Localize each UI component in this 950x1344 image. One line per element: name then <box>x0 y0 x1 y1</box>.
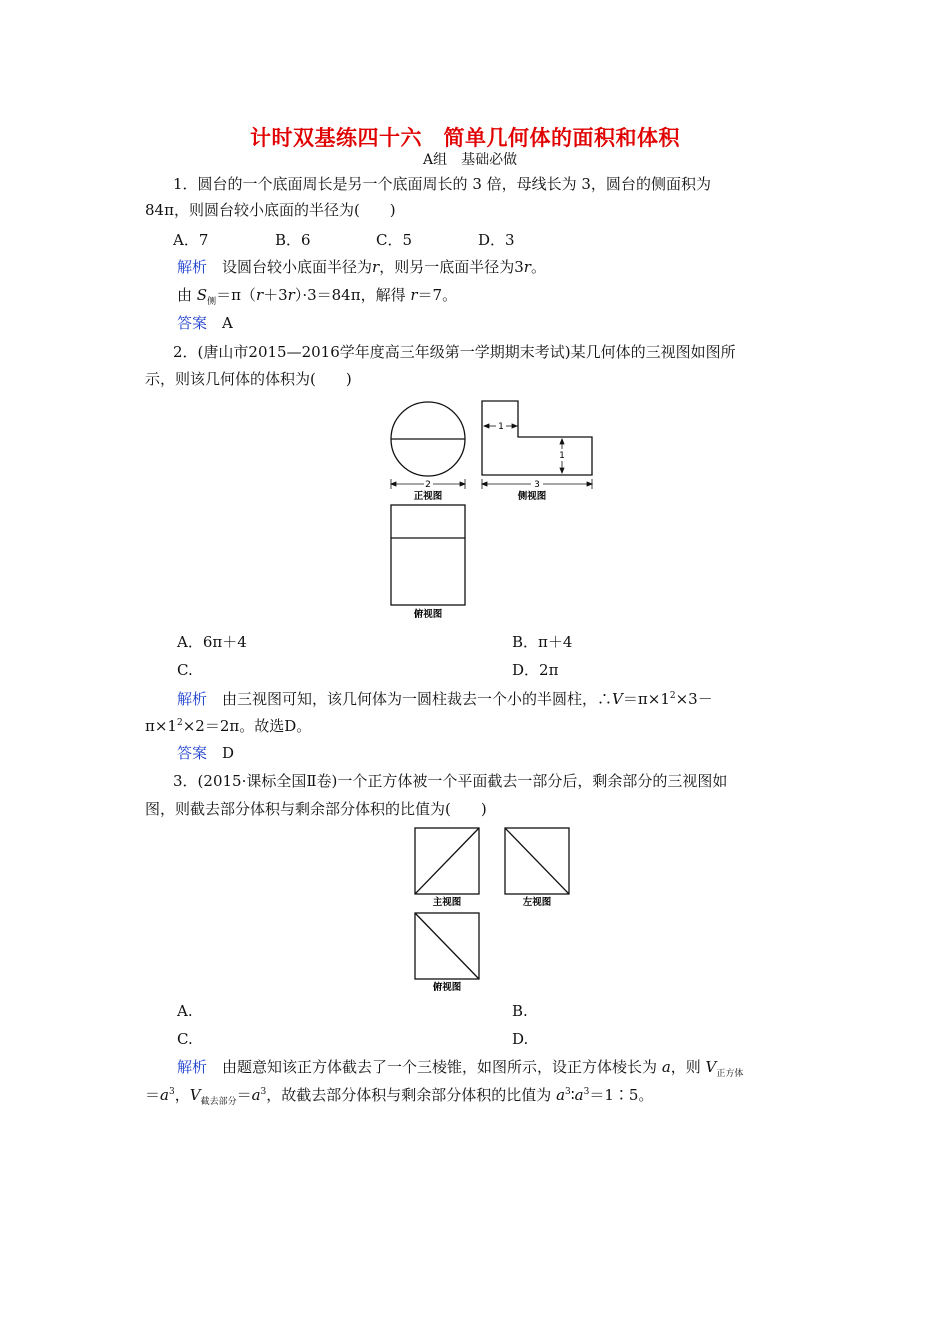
q3-analysis: 解析 由题意知该正方体截去了一个三棱锥，如图所示，设正方体棱长为 a，则 $V_{正方体}$ <box>177 1058 744 1079</box>
q2-option-b: B．π＋4 <box>512 633 573 651</box>
q2-analysis: 解析 由三视图可知，该几何体为一圆柱裁去一个小的半圆柱，$\therefore V=\pi\times 1^2\times 3-$ <box>177 690 713 708</box>
side-height-label: 1 <box>559 451 565 461</box>
q3-option-d: D. <box>512 1030 529 1048</box>
main-view <box>415 828 479 894</box>
front-view-caption: 正视图 <box>413 491 443 502</box>
group-heading: A组 基础必做 <box>423 152 518 168</box>
side-width-label: 3 <box>534 480 540 490</box>
q2-stem-line2: 示，则该几何体的体积为( ) <box>145 370 352 388</box>
q2-three-view-figure <box>380 395 605 625</box>
q2-analysis-line2: $\pi\times 1^2\times 2=2\pi$。故选D。 <box>145 717 312 735</box>
front-width-label: 2 <box>425 480 431 490</box>
q3-option-a: A. <box>177 1002 193 1020</box>
answer-label: 答案 <box>177 744 208 762</box>
left-view <box>505 828 569 894</box>
side-top-label: 1 <box>498 422 504 432</box>
top-view <box>415 913 479 979</box>
q2-option-d: D．2π <box>512 661 559 679</box>
q3-stem-line1: 3．(2015·课标全国Ⅱ卷)一个正方体被一个平面截去一部分后，剩余部分的三视图如 <box>173 772 728 790</box>
q3-option-c: C. <box>177 1030 193 1048</box>
top-view-caption: 俯视图 <box>413 609 443 620</box>
q3-option-b: B. <box>512 1002 528 1020</box>
analysis-label: 解析 <box>177 258 208 276</box>
answer-label: 答案 <box>177 314 208 332</box>
q2-option-c: C. <box>177 661 193 679</box>
q2-option-a: A．6π＋4 <box>177 633 247 651</box>
left-view-caption: 左视图 <box>522 897 552 908</box>
front-view <box>391 402 465 476</box>
q1-option-d: D．3 <box>478 231 515 249</box>
page-title: 计时双基练四十六 简单几何体的面积和体积 <box>250 126 680 150</box>
q1-analysis: 解析 设圆台较小底面半径为r，则另一底面半径为3r。 <box>177 258 546 276</box>
q1-answer: 答案 A <box>177 314 233 332</box>
q2-answer: 答案 D <box>177 744 235 762</box>
side-view <box>482 401 592 475</box>
top-view <box>391 505 465 605</box>
side-view-caption: 侧视图 <box>517 491 547 502</box>
main-view-caption: 主视图 <box>432 897 462 908</box>
top-view-caption: 俯视图 <box>432 982 462 993</box>
q1-option-c: C．5 <box>376 231 413 249</box>
q2-stem-line1: 2．(唐山市2015—2016学年度高三年级第一学期期末考试)某几何体的三视图如图所 <box>173 343 736 361</box>
q1-option-b: B．6 <box>275 231 311 249</box>
q1-option-a: A．7 <box>173 231 209 249</box>
q1-stem-line2: 84π，则圆台较小底面的半径为( ) <box>145 201 396 219</box>
analysis-label: 解析 <box>177 1058 208 1076</box>
q3-three-view-figure <box>405 820 580 995</box>
q1-stem-line1: 1．圆台的一个底面周长是另一个底面周长的 3 倍，母线长为 3，圆台的侧面积为 <box>173 175 711 193</box>
analysis-label: 解析 <box>177 690 208 708</box>
q3-analysis-line2: $=a^3$，$V_{截去部分}=a^3$，故截去部分体积与剩余部分体积的比值为 $a^3∶a^3=1∶5$。 <box>145 1086 654 1107</box>
q1-analysis-line2: 由 $S_侧=\pi(r+3r)\cdot 3=84\pi$，解得 r＝7。 <box>177 286 458 307</box>
q3-stem-line2: 图，则截去部分体积与剩余部分体积的比值为( ) <box>145 800 487 818</box>
